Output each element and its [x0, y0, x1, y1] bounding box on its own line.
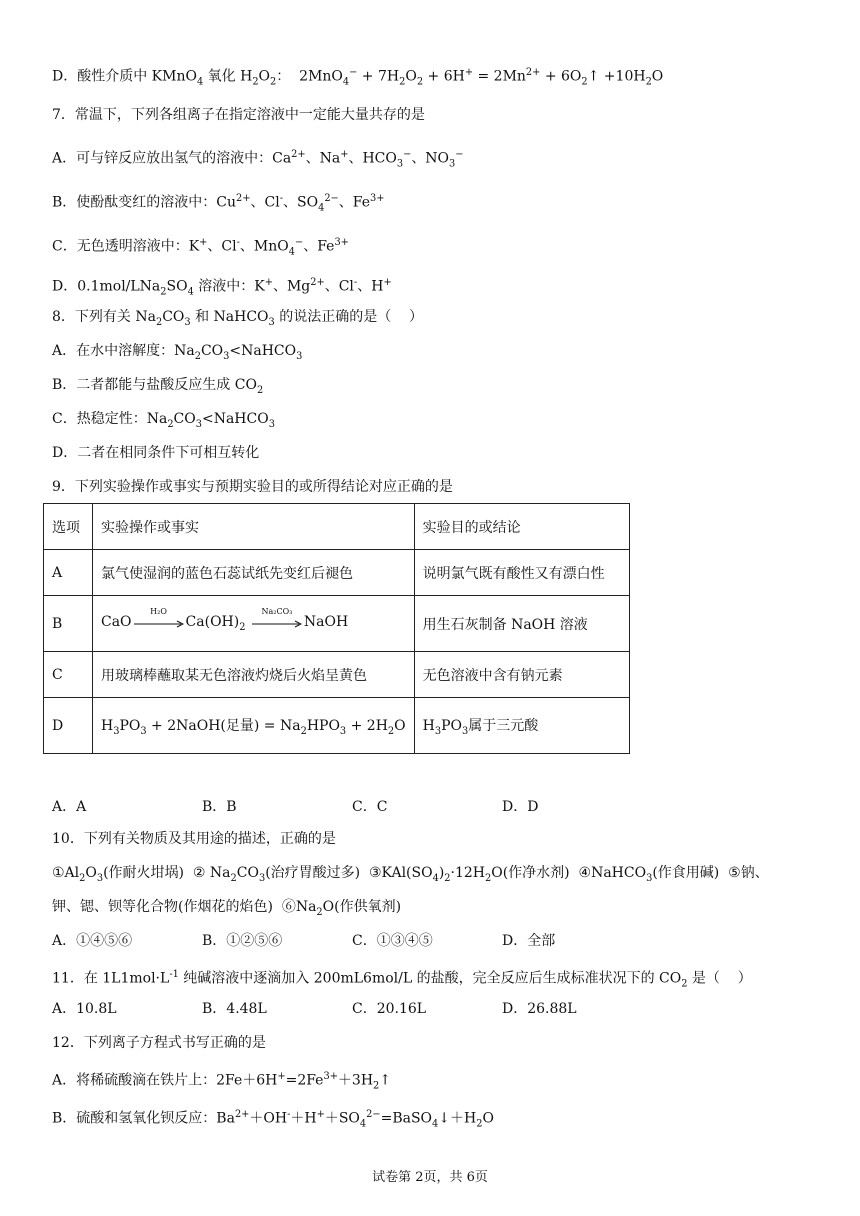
text-run: 、NO — [411, 150, 450, 167]
subscript: 2 — [399, 76, 406, 88]
text-run: D．二者在相同条件下可相互转化 — [52, 445, 260, 461]
subscript: 3 — [96, 872, 104, 884]
q9-options-choice: B．B — [202, 799, 237, 815]
text-run: O — [482, 1110, 494, 1127]
row-conclusion — [414, 698, 629, 754]
text-run: ↑ +10H — [587, 68, 646, 85]
subscript: 2 — [252, 76, 259, 88]
subscript: 2 — [316, 906, 323, 918]
q10-options-choice: D．全部 — [502, 933, 556, 949]
text-run: CO — [162, 309, 185, 325]
subscript: 3 — [195, 418, 202, 430]
subscript: 3 — [339, 725, 347, 737]
subscript: 2 — [581, 76, 588, 88]
subscript: 3 — [434, 725, 442, 737]
text-run: A．将稀硫酸滴在铁片上：2Fe＋6H — [52, 1072, 278, 1089]
text-run: ＋3H — [337, 1072, 374, 1089]
subscript: 2 — [485, 872, 492, 884]
page-footer: 试卷第 2页，共 6页 — [372, 1170, 488, 1185]
text-run: 氯气使湿润的蓝色石蕊试纸先变红后褪色 — [101, 565, 353, 582]
row-option: B — [44, 596, 93, 652]
line-q7 — [52, 104, 425, 126]
header-operation: 实验操作或事实 — [93, 504, 415, 550]
subscript: 4 — [432, 872, 439, 884]
subscript: 3 — [223, 350, 230, 362]
line-q8-c — [52, 408, 275, 436]
line-q8 — [52, 306, 423, 334]
text-run: A．在水中溶解度：Na — [52, 343, 195, 359]
text-run: 、HCO — [348, 150, 397, 167]
text-run: 纯碱溶液中逐滴加入 200mL6mol/L 的盐酸，完全反应后生成标准状况下的 CO — [178, 970, 682, 987]
row-operation — [93, 652, 415, 698]
text-run: 说明氯气既有酸性又有漂白性 — [422, 565, 605, 582]
text-run: + 6H — [423, 68, 465, 85]
subscript: 4 — [432, 1118, 439, 1130]
superscript: 2+ — [525, 67, 541, 78]
line-q7-a — [52, 144, 464, 175]
text-run: PO — [119, 717, 141, 734]
subscript: 3 — [296, 350, 303, 362]
text-run: ＋SO — [324, 1110, 360, 1127]
text-run: C．热稳定性：Na — [52, 411, 168, 427]
text-run: ·12H — [450, 865, 485, 881]
subscript: 3 — [268, 418, 275, 430]
text-run: A．可与锌反应放出氢气的溶液中：Ca — [52, 150, 292, 167]
text-run: ) — [438, 865, 445, 881]
text-run: O — [258, 68, 271, 85]
superscript: - — [236, 237, 240, 248]
superscript: − — [294, 237, 304, 248]
text-run: O — [85, 865, 97, 881]
text-run: + 7H — [357, 68, 400, 85]
subscript: 4 — [288, 246, 295, 258]
subscript: 4 — [342, 76, 350, 88]
text-run: D．0.1mol/LNa — [52, 278, 161, 295]
text-run: =BaSO — [380, 1110, 433, 1127]
text-run — [245, 614, 249, 630]
text-run: B．硫酸和氢氧化钡反应：Ba — [52, 1110, 235, 1127]
q9-options-choice: A．A — [52, 799, 87, 815]
text-run: 是（ ） — [687, 970, 752, 987]
line-q7-b — [52, 188, 384, 219]
superscript: + — [464, 67, 474, 78]
superscript: − — [455, 149, 464, 160]
q9-options-choice: D．D — [502, 799, 539, 815]
text-run: <NaHCO — [229, 343, 297, 359]
subscript: 2 — [160, 286, 167, 298]
superscript: − — [349, 67, 358, 78]
text-run: + 6O — [540, 68, 582, 85]
row-option: C — [44, 652, 93, 698]
text-run: O — [651, 68, 664, 85]
text-run: 12．下列离子方程式书写正确的是 — [52, 1035, 266, 1051]
subscript: 4 — [359, 1118, 367, 1130]
subscript: 3 — [268, 316, 275, 328]
arrow-icon — [134, 619, 184, 629]
subscript: 2 — [645, 76, 652, 88]
text-run: 、Cl — [324, 278, 354, 295]
subscript: 3 — [449, 158, 456, 170]
subscript: 2 — [79, 872, 86, 884]
line-q9 — [52, 476, 453, 498]
line-q6-d — [52, 62, 663, 93]
table-row — [44, 698, 630, 754]
subscript: 4 — [196, 76, 204, 88]
text-run: 7．常温下，下列各组离子在指定溶液中一定能大量共存的是 — [52, 107, 425, 123]
subscript: 2 — [239, 621, 246, 633]
line-q8-b — [52, 374, 263, 402]
superscript: + — [199, 237, 208, 248]
row-operation — [93, 698, 415, 754]
line-q7-d — [52, 272, 392, 303]
line-q7-c — [52, 232, 349, 263]
text-run: ①Al — [52, 865, 80, 881]
text-run: 溶液中：K — [193, 278, 265, 295]
line-q10-list1 — [52, 862, 769, 890]
arrow-icon — [252, 619, 302, 629]
subscript: 3 — [646, 872, 653, 884]
text-run: 属于三元酸 — [468, 717, 539, 734]
line-q12-b — [52, 1104, 494, 1135]
text-run: 、Fe — [303, 238, 335, 255]
table-header-row — [44, 504, 630, 550]
text-run: ↑ — [379, 1072, 392, 1089]
text-run: H — [101, 717, 114, 734]
text-run: B．二者都能与盐酸反应生成 CO — [52, 377, 257, 393]
subscript: 4 — [318, 202, 325, 214]
subscript: 2 — [373, 1080, 380, 1092]
text-run: 、Fe — [338, 194, 370, 211]
table-row — [44, 652, 630, 698]
superscript: 2+ — [310, 277, 325, 288]
row-conclusion — [414, 550, 629, 596]
subscript: 2 — [300, 725, 307, 737]
q10-options-choice: A．①④⑤⑥ — [52, 933, 133, 949]
row-conclusion — [414, 596, 629, 652]
text-run: CaO — [101, 614, 132, 631]
subscript: 2 — [681, 978, 688, 990]
subscript: 2 — [155, 316, 163, 328]
subscript: 2 — [387, 725, 395, 737]
superscript: - — [279, 193, 283, 204]
text-run: 氧化 H — [203, 68, 253, 85]
subscript: 2 — [444, 872, 451, 884]
text-run: (作食用碱) ⑤钠、 — [652, 865, 769, 881]
text-run: + 2H — [346, 717, 388, 734]
subscript: 2 — [256, 384, 264, 396]
text-run: H — [422, 717, 435, 734]
text-run: 10．下列有关物质及其用途的描述，正确的是 — [52, 831, 336, 847]
text-run: SO — [166, 278, 188, 295]
experiment-table — [43, 503, 630, 754]
text-run: ＋H — [290, 1110, 317, 1127]
q10-options-choice: B．①②⑤⑥ — [202, 933, 283, 949]
text-run: O — [405, 68, 417, 85]
q11-options-choice: D．26.88L — [502, 1001, 577, 1017]
text-run: PO — [441, 717, 462, 734]
text-run: CO — [173, 411, 196, 427]
text-run: ＋OH — [249, 1110, 288, 1127]
text-run: HPO — [306, 717, 340, 734]
superscript: + — [340, 149, 349, 160]
superscript: 2− — [366, 1109, 381, 1120]
text-run: 8．下列有关 Na — [52, 309, 156, 325]
table-row — [44, 596, 630, 652]
subscript: 2 — [230, 872, 237, 884]
line-q12-a — [52, 1066, 391, 1097]
line-q8-d — [52, 442, 259, 464]
superscript: − — [403, 149, 412, 160]
text-run: 用生石灰制备 NaOH 溶液 — [422, 616, 588, 633]
text-run: 9．下列实验操作或事实与预期实验目的或所得结论对应正确的是 — [52, 479, 453, 495]
text-run: C．无色透明溶液中：K — [52, 238, 200, 255]
subscript: 3 — [184, 316, 191, 328]
table-row — [44, 550, 630, 596]
text-run: B．使酚酞变红的溶液中：Cu — [52, 194, 237, 211]
row-option: A — [44, 550, 93, 596]
line-q12 — [52, 1032, 266, 1054]
text-run: 、Mg — [272, 278, 311, 295]
superscript: + — [264, 277, 273, 288]
text-run: CO — [236, 865, 259, 881]
header-conclusion: 实验目的或结论 — [414, 504, 629, 550]
text-run: CO — [200, 343, 224, 359]
subscript: 2 — [194, 350, 201, 362]
superscript: 3+ — [334, 237, 349, 248]
text-run: 、H — [357, 278, 384, 295]
text-run: O(作净水剂) ④NaHCO — [491, 865, 647, 881]
text-run: 用玻璃棒蘸取某无色溶液灼烧后火焰呈黄色 — [101, 667, 367, 684]
text-run: 的说法正确的是（ ） — [274, 309, 424, 325]
text-run: 、MnO — [239, 238, 289, 255]
subscript: 3 — [396, 158, 404, 170]
superscript: + — [383, 277, 392, 288]
text-run: ： 2MnO — [276, 68, 343, 85]
row-conclusion — [414, 652, 629, 698]
arrow-reagent-label: H₂O — [150, 607, 167, 617]
text-run: O(作供氧剂) — [322, 899, 402, 915]
header-option: 选项 — [44, 504, 93, 550]
superscript: -1 — [169, 969, 179, 980]
superscript: + — [316, 1109, 325, 1120]
arrow-reagent-label: Na₂CO₃ — [261, 607, 293, 617]
text-run: O — [394, 717, 406, 734]
subscript: 4 — [187, 286, 194, 298]
line-q10-list2 — [52, 896, 401, 924]
superscript: 2+ — [234, 1109, 250, 1120]
text-run: (治疗胃酸过多) ③KAl(SO — [265, 865, 433, 881]
row-option: D — [44, 698, 93, 754]
text-run: Ca(OH) — [185, 614, 240, 631]
text-run: + 2NaOH(足量) = Na — [146, 717, 301, 734]
text-run: ↓＋H — [438, 1110, 477, 1127]
text-run: = 2Mn — [473, 68, 526, 85]
superscript: 2− — [324, 193, 339, 204]
subscript: 3 — [140, 725, 147, 737]
text-run: 、Cl — [250, 194, 280, 211]
text-run: 、SO — [283, 194, 319, 211]
q9-options-choice: C．C — [352, 799, 388, 815]
superscript: + — [277, 1071, 286, 1082]
text-run: (作耐火坩埚) ② Na — [103, 865, 231, 881]
superscript: - — [353, 277, 358, 288]
q10-options-choice: C．①③④⑤ — [352, 933, 433, 949]
text-run: =2Fe — [285, 1072, 324, 1089]
text-run: 11．在 1L1mol·L — [52, 970, 170, 987]
superscript: 3+ — [370, 193, 385, 204]
reaction-arrow — [252, 607, 302, 629]
superscript: 2+ — [291, 149, 306, 160]
subscript: 3 — [461, 725, 469, 737]
subscript: 2 — [270, 76, 277, 88]
subscript: 2 — [476, 1118, 483, 1130]
q11-options-choice: C．20.16L — [352, 1001, 427, 1017]
line-q8-a — [52, 340, 302, 368]
text-run: 、Cl — [207, 238, 237, 255]
subscript: 3 — [113, 725, 120, 737]
q11-options-choice: B．4.48L — [202, 1001, 267, 1017]
subscript: 2 — [416, 76, 424, 88]
text-run: 和 NaHCO — [190, 309, 269, 325]
subscript: 3 — [258, 872, 266, 884]
text-run: NaOH — [303, 614, 349, 631]
line-q10 — [52, 828, 336, 850]
line-q11 — [52, 964, 752, 995]
text-run: <NaHCO — [201, 411, 269, 427]
row-operation — [93, 596, 415, 652]
superscript: 2+ — [236, 193, 251, 204]
text-run: 无色溶液中含有钠元素 — [422, 667, 563, 684]
text-run: 、Na — [305, 150, 341, 167]
q11-options-choice: A．10.8L — [52, 1001, 117, 1017]
superscript: - — [287, 1109, 291, 1120]
superscript: 3+ — [323, 1071, 338, 1082]
row-operation — [93, 550, 415, 596]
text-run: D．酸性介质中 KMnO — [52, 68, 197, 85]
text-run: 钾、锶、钡等化合物(作烟花的焰色) ⑥Na — [52, 899, 317, 915]
subscript: 2 — [167, 418, 174, 430]
reaction-arrow — [134, 607, 184, 629]
